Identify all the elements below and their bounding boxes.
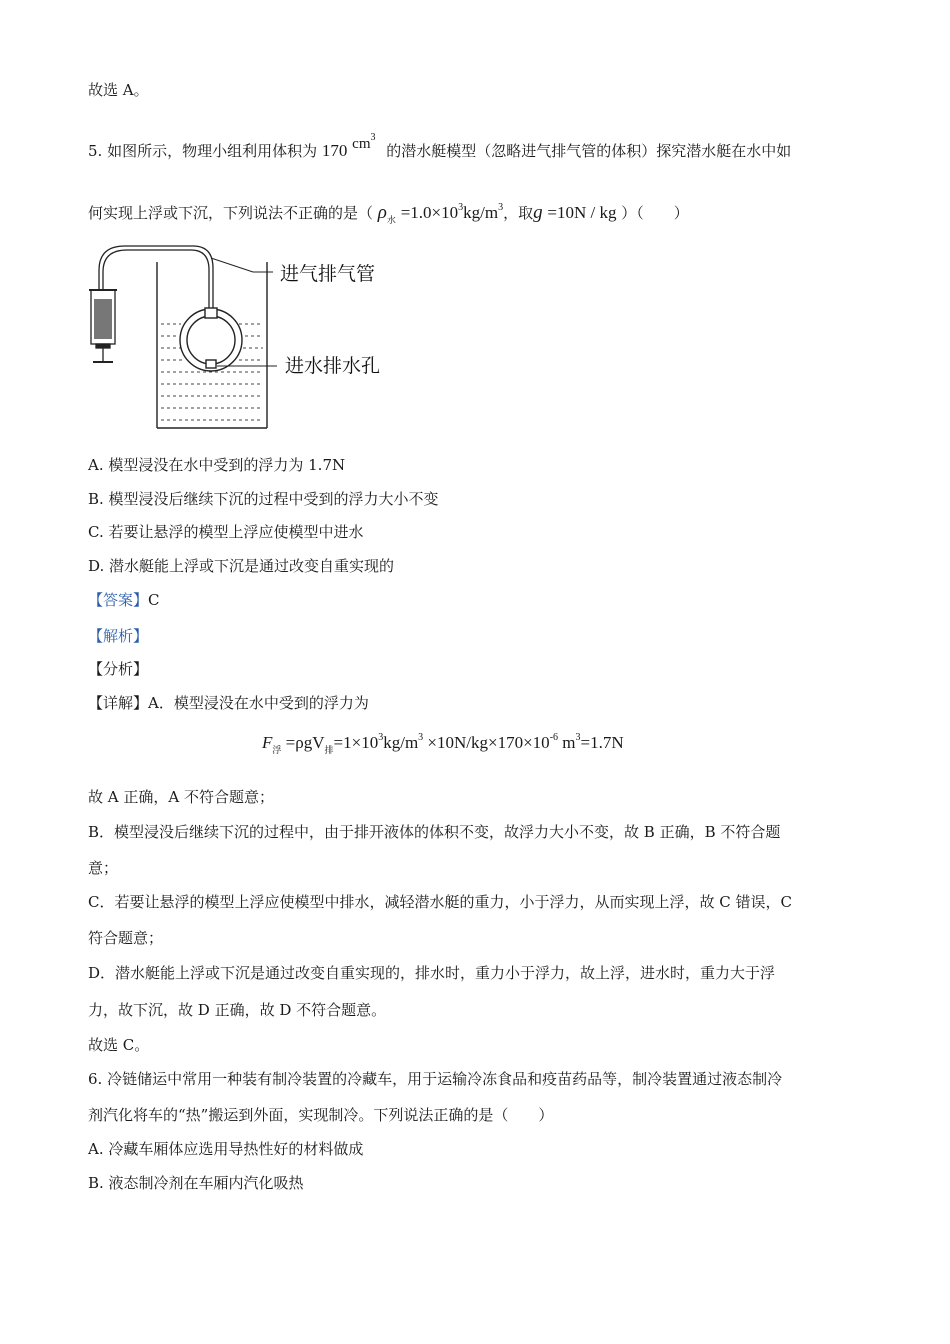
q5-stem-line2 (88, 198, 689, 231)
g-symbol: g (533, 202, 543, 223)
rho-symbol: ρ (377, 202, 387, 223)
explanation-line-3: 意； (88, 859, 119, 877)
fenxi-tag: 【分析】 (88, 660, 149, 678)
answer-line (88, 590, 160, 610)
submarine-diagram (85, 244, 415, 434)
explanation-line-5: 符合题意； (88, 929, 164, 947)
answer-tag: 【答案】 (88, 591, 149, 609)
q5-stem-part1: 5. 如图所示，物理小组利用体积为 (88, 142, 318, 160)
rho-unit-exponent: 3 (498, 202, 504, 213)
explanation-line-8: 故选 C。 (88, 1036, 150, 1054)
detail-line (88, 693, 369, 713)
explanation-line-4: C．若要让悬浮的模型上浮应使模型中排水，减轻潜水艇的重力，小于浮力，从而实现上浮，故 C 错误，C (88, 893, 792, 911)
pipe-leader-line (211, 258, 253, 272)
formula-u2: m (558, 733, 576, 752)
air-pipe (103, 250, 209, 310)
formula-result: =1.7N (580, 733, 624, 752)
q5-volume-number: 170 (321, 141, 348, 160)
explanation-line-7: 力，故下沉，故 D 正确，故 D 不符合题意。 (88, 1001, 387, 1019)
q5-close-bracket: ）（ ） (621, 204, 689, 222)
formula-F: F (262, 733, 273, 752)
formula-V-sub: 排 (324, 745, 334, 755)
syringe-icon (89, 290, 117, 362)
q5-volume-unit (352, 132, 376, 152)
formula-rest: ×10N/kg×170×10 (427, 733, 550, 752)
rho-value: =1.0×10 (400, 203, 459, 222)
q6-stem-line1: 6. 冷链储运中常用一种装有制冷装置的冷藏车，用于运输冷冻食品和疫苗药品等，制冷装置通过液态制冷 (88, 1070, 783, 1088)
q5-volume-unit-exponent: 3 (370, 132, 376, 143)
explanation-line-2: B．模型浸没后继续下沉的过程中，由于排开液体的体积不变，故浮力大小不变，故 B 正确，B 不符合题 (88, 823, 781, 841)
rho-exponent: 3 (458, 202, 464, 213)
q6-stem-line2: 剂汽化将车的“热”搬运到外面，实现制冷。下列说法正确的是（ ） (88, 1106, 554, 1124)
detail-a: A．模型浸没在水中受到的浮力为 (148, 694, 369, 712)
q5-option-d: D. 潜水艇能上浮或下沉是通过改变自重实现的 (88, 557, 395, 575)
q5-option-b: B. 模型浸没后继续下沉的过程中受到的浮力大小不变 (88, 490, 439, 508)
submarine-model-icon (180, 308, 242, 371)
buoyancy-formula (262, 728, 624, 760)
q5-option-c: C. 若要让悬浮的模型上浮应使模型中进水 (88, 523, 364, 541)
take-text: ，取 (503, 204, 534, 222)
detail-tag: 【详解】 (88, 694, 149, 712)
q5-option-a: A. 模型浸没在水中受到的浮力为 1.7N (88, 456, 346, 474)
answer-value: C (148, 591, 160, 609)
explanation-line-6: D．潜水艇能上浮或下沉是通过改变自重实现的，排水时，重力小于浮力，故上浮，进水时，重力大于浮 (88, 964, 776, 982)
analysis-tag: 【解析】 (88, 627, 149, 645)
q5-stem-line2-text: 何实现上浮或下沉，下列说法不正确的是（ (88, 204, 374, 222)
q5-stem-line1 (88, 128, 791, 161)
q5-stem-part2: 的潜水艇模型（忽略进气排气管的体积）探究潜水艇在水中如 (386, 142, 792, 160)
formula-F-sub: 浮 (272, 745, 282, 755)
q5-volume-unit-text: cm (352, 136, 371, 152)
formula-e3: -6 (549, 732, 559, 743)
prev-conclusion: 故选 A。 (88, 81, 149, 99)
formula-eq1: =ρgV (285, 733, 325, 752)
formula-e4: 3 (575, 732, 581, 743)
q6-option-b: B. 液态制冷剂在车厢内汽化吸热 (88, 1174, 304, 1192)
formula-u1: kg/m (383, 733, 419, 752)
formula-eq2: =1×10 (333, 733, 379, 752)
formula-e2: 3 (418, 732, 424, 743)
rho-subscript: 水 (386, 216, 396, 226)
rho-unit: kg/m (463, 203, 499, 222)
formula-e1: 3 (378, 732, 384, 743)
g-value: =10N / kg (547, 203, 617, 222)
label-water-hole: 进水排水孔 (285, 355, 381, 377)
q6-option-a: A. 冷藏车厢体应选用导热性好的材料做成 (88, 1140, 364, 1158)
label-air-pipe: 进气排气管 (280, 263, 376, 285)
explanation-line-1: 故 A 正确，A 不符合题意； (88, 788, 274, 806)
